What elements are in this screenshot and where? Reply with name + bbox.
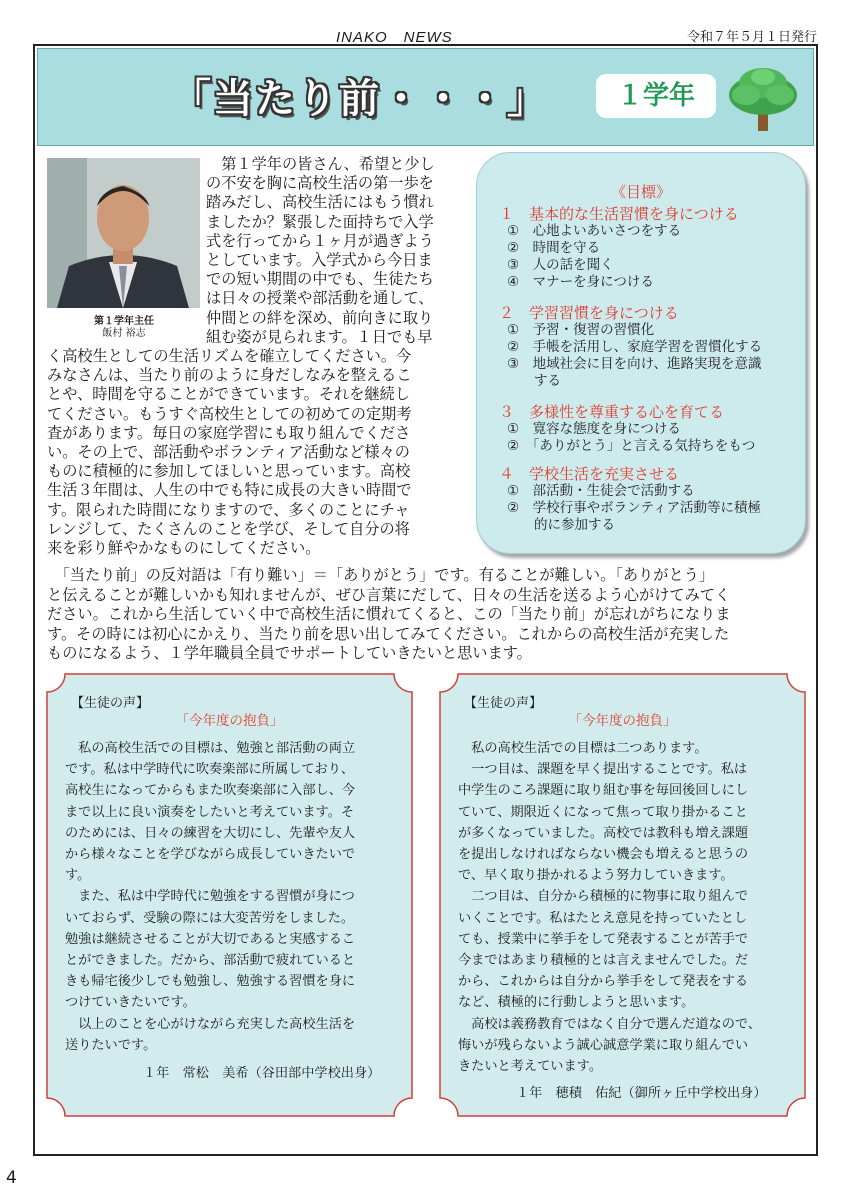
text-line: 一つ目は、課題を早く提出することです。私は: [458, 762, 748, 778]
title-banner: [37, 48, 814, 146]
text-line: まで以上に良い演奏をしたいと考えています。そ: [65, 804, 355, 820]
text-line: 第１学年の皆さん、希望と少し: [206, 155, 435, 173]
closing-paragraph: [47, 566, 730, 664]
newsletter-name: INAKO NEWS: [336, 29, 453, 46]
text-line: す。限られた時間になりますので、多くのことにチャ: [47, 500, 410, 519]
text-line: 「当たり前」の反対語は「有り難い」＝「ありがとう」です。有ることが難しい。「ありがとう」: [47, 566, 715, 584]
text-line: いくことです。私はたとえ意見を持っていたとし: [458, 910, 748, 926]
voice-body: [458, 738, 761, 1077]
text-line: 生活３年間は、人生の中でも特に成長の大きい時間で: [47, 481, 412, 500]
text-line: い。その上で、部活動やボランティア活動など様々の: [47, 443, 410, 462]
author-photo: [47, 158, 200, 308]
text-line: のためには、日々の練習を大切にし、先輩や友人: [65, 825, 356, 841]
text-line: レンジして、たくさんのことを学び、そして自分の将: [47, 519, 410, 538]
page-number: 4: [6, 1168, 17, 1188]
text-line: きも帰宅後少しでも勉強し、勉強する習慣を身に: [65, 974, 356, 990]
voice-subtitle: 「今年度の抱負」: [175, 713, 284, 729]
text-line: 高校生になってからもまた吹奏楽部に入部し、今: [65, 783, 356, 799]
text-line: 組む姿が見られます。１日でも早: [206, 327, 433, 346]
text-line: での短い期間の中でも、生徒たち: [206, 270, 434, 289]
text-line: とや、時間を守ることができています。それを継続し: [47, 385, 410, 404]
text-line: す。その時には初心にかえり、当たり前を思い出してみてください。これからの高校生活が充実した: [47, 624, 730, 643]
text-line: ましたか？緊張した面持ちで入学: [206, 212, 434, 231]
text-line: きたいと考えています。: [458, 1059, 603, 1075]
text-line: 踏みだし、高校生活にはもう慣れ: [206, 193, 434, 212]
goal-item: ① 部活動・生徒会で活動する: [507, 483, 695, 499]
text-line: ださい。これから生活していく中で高校生活に慣れてくると、この「当たり前」が忘れがちになりま: [47, 605, 731, 623]
goal-heading-1: １ 基本的な生活習慣を身につける: [499, 205, 739, 223]
text-line: ものになるよう、１学年職員全員でサポートしていきたいと思います。: [47, 644, 532, 662]
goal-heading-3: ３ 多様性を尊重する心を育てる: [499, 403, 725, 421]
text-line: 来を彩り鮮やかなものにしてください。: [47, 539, 321, 558]
goal-item: ② 手帳を活用し、家庭学習を習慣化する: [507, 339, 763, 355]
text-line: 仲間との絆を深め、前向きに取り: [206, 308, 434, 327]
text-line: 私の高校生活での目標は、勉強と部活動の両立: [65, 741, 356, 756]
text-line: 私の高校生活での目標は二つあります。: [458, 741, 708, 756]
text-line: など、積極的に行動しようと思います。: [458, 995, 695, 1011]
text-line: ものに積極的に参加してほしいと思っています。高校: [47, 462, 411, 481]
goals-title: 《目標》: [610, 183, 671, 201]
text-line: みなさんは、当たり前のように身だしなみを整えるこ: [47, 366, 412, 385]
voice-subtitle: 「今年度の抱負」: [568, 713, 677, 729]
goal-item: ② 学校行事やボランティア活動等に積極 的に参加する: [507, 500, 762, 533]
text-line: は日々の授業や部活動を通して、: [206, 289, 434, 308]
text-line: 悔いが残らないよう誠心誠意学業に取り組んでい: [458, 1037, 749, 1053]
voice-label: 【生徒の声】: [464, 696, 543, 711]
intro-paragraph-top: [206, 155, 435, 347]
author-name: 飯村 裕志: [102, 328, 146, 339]
voice-body: [65, 738, 355, 1056]
text-line: 式を行ってから１ヶ月が過ぎよう: [206, 231, 434, 250]
text-line: 勉強は継続させることが大切であると実感するこ: [65, 931, 356, 947]
text-line: つけていきたいです。: [65, 995, 196, 1011]
goals-panel: [476, 152, 806, 554]
student-voice-left: [45, 672, 414, 1118]
text-line: と伝えることが難しいかも知れませんが、ぜひ言葉にだして、日々の生活を送るよう心がけてみてく: [47, 585, 731, 604]
text-line: の不安を胸に高校生活の第一歩を: [206, 174, 434, 193]
grade-badge: １学年: [596, 74, 716, 118]
text-line: 送りたいです。: [65, 1037, 157, 1053]
intro-paragraph-bottom: [47, 347, 412, 558]
text-line: で、早く取り掛かれるよう努力していきます。: [458, 868, 734, 884]
banner-title: 「当たり前・・・」: [171, 76, 549, 122]
voice-label: 【生徒の声】: [71, 696, 150, 711]
author-role: 第１学年主任: [94, 316, 154, 327]
text-line: 高校は義務教育ではなく自分で選んだ道なので、: [458, 1016, 762, 1032]
text-line: から様々なことを学びながら成長していきたいで: [65, 847, 356, 863]
goal-item: ② 「ありがとう」と言える気持ちをもつ: [507, 438, 756, 454]
text-line: 今まではあまり積極的とは言えませんでした。だ: [458, 953, 749, 969]
text-line: としています。入学式から今日ま: [206, 251, 433, 270]
text-line: く高校生としての生活リズムを確立してください。今: [47, 347, 412, 365]
text-line: 中学生のころ課題に取り組む事を毎回後回しにし: [458, 783, 749, 799]
goal-item: ③ 地域社会に目を向け、進路実現を意識 する: [507, 356, 762, 389]
text-line: とができました。だから、部活動で疲れていると: [65, 953, 356, 969]
text-line: 二つ目は、自分から積極的に物事に取り組んで: [458, 889, 749, 905]
text-line: ていて、期限近くになって焦って取り掛かること: [458, 804, 748, 820]
goal-item: ① 寛容な態度を身につける: [507, 421, 681, 437]
text-line: てください。もうすぐ高校生としての初めての定期考: [47, 404, 412, 423]
text-line: ても、授業中に挙手をして発表することが苦手で: [458, 931, 749, 947]
portrait-image: [47, 158, 200, 308]
tree-icon: [724, 65, 802, 133]
goal-item: ② 時間を守る: [507, 240, 601, 256]
text-line: が多くなっていました。高校では教科も増え課題: [458, 825, 749, 841]
goal-item: ③ 人の話を聞く: [507, 257, 614, 273]
goal-item: ① 心地よいあいさつをする: [507, 223, 682, 239]
text-line: です。私は中学時代に吹奏楽部に所属しており、: [65, 762, 355, 778]
text-line: また、私は中学時代に勉強をする習慣が身につ: [65, 889, 355, 905]
goal-heading-2: ２ 学習習慣を身につける: [499, 304, 679, 322]
goal-item: ④ マナーを身につける: [507, 274, 654, 290]
goal-item: ① 予習・復習の習慣化: [507, 322, 655, 338]
issue-date: 令和７年５月１日発行: [686, 30, 817, 45]
voice-signature: １年 常松 美希（谷田部中学校出身）: [143, 1066, 381, 1081]
text-line: から、これからは自分から挙手をして発表をする: [458, 974, 749, 990]
text-line: を提出しなければならない機会も増えると思うの: [458, 847, 749, 863]
text-line: す。: [65, 868, 91, 884]
student-voice-right: [438, 672, 807, 1118]
text-line: 以上のことを心がけながら充実した高校生活を: [65, 1016, 356, 1032]
goal-heading-4: ４ 学校生活を充実させる: [499, 465, 680, 483]
voice-signature: １年 穂積 佑紀（御所ヶ丘中学校出身）: [516, 1086, 767, 1101]
text-line: 査があります。毎日の家庭学習にも取り組んでくださ: [47, 423, 411, 442]
text-line: いておらず、受験の際には大変苦労をしました。: [65, 910, 355, 926]
